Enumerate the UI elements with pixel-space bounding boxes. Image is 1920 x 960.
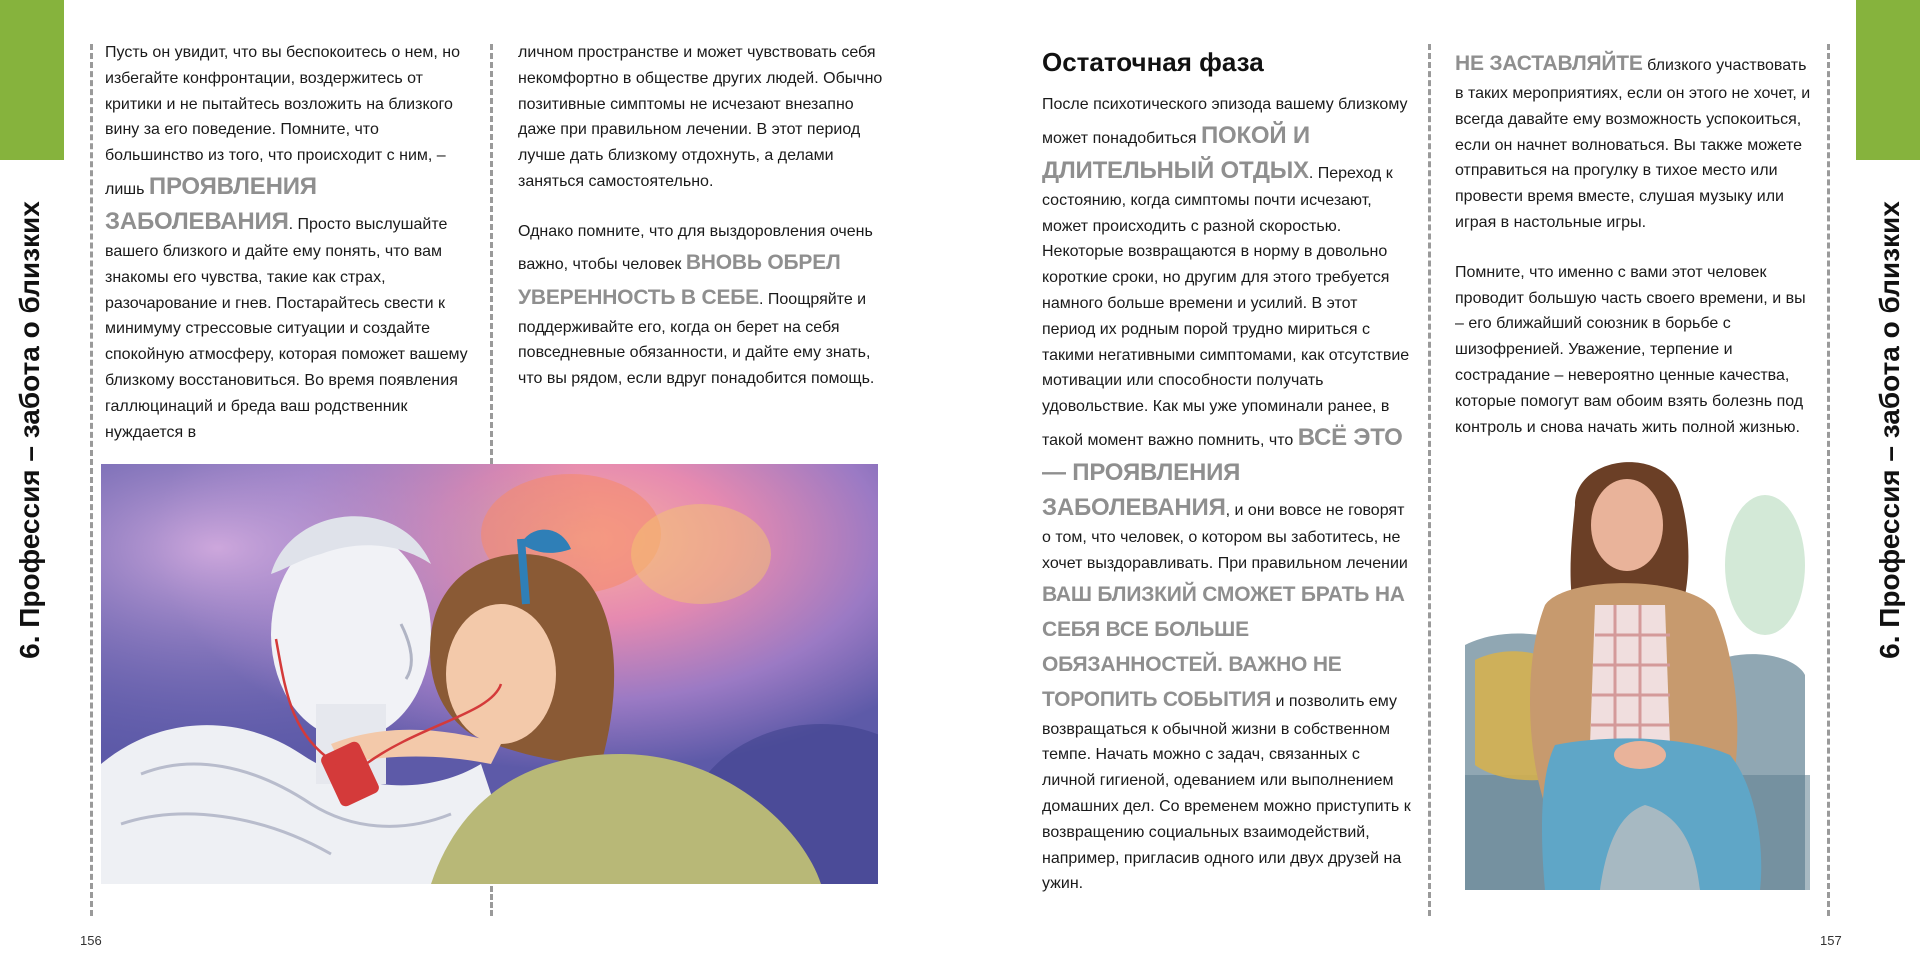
margin-dash-left [90, 44, 93, 916]
text-run: и позволить ему возвращаться к обычной жизни в собственном темпе. Начать можно с задач, связанных с личной гигиеной, одеванием или выполнением домашних дел. Со временем можно приступить к возвращению социальных взаимодействий, например, пригласив одного или двух друзей на ужин. [1042, 692, 1411, 893]
highlight-text: НЕ ЗАСТАВЛЯЙТЕ [1455, 52, 1643, 75]
highlight-text: ПОКОЙ И ДЛИТЕЛЬНЫЙ ОТДЫХ [1042, 121, 1310, 184]
page-number-right: 157 [1820, 933, 1842, 948]
page-number-left: 156 [80, 933, 102, 948]
column-dash-right [1428, 44, 1431, 916]
chapter-tab-left [0, 0, 64, 160]
text-run: . Поощряйте и поддерживайте его, когда он берет на себя повседневные обязанности, и дайте ему знать, что вы рядом, если вдруг понадобится помощь. [518, 290, 875, 388]
margin-dash-right [1827, 44, 1830, 916]
text-run: После психотического эпизода вашему близкому может понадобиться [1042, 96, 1408, 147]
chapter-tab-right [1856, 0, 1920, 160]
right-col2-paragraph-2: Помните, что именно с вами этот человек проводит большую часть своего времени, и вы – его ближайший союзник в борьбе с шизофренией. Уважение, терпение и сострадание – невероятно ценные качества, которые помогут вам обоим взять болезнь под контроль и снова начать жить полной жизнью. [1455, 263, 1806, 436]
column-dash-left [490, 44, 493, 464]
left-column-1 [105, 40, 470, 445]
text-run: Однако помните, что для выздоровления очень важно, чтобы человек [518, 222, 873, 273]
left-col1-paragraph [105, 40, 470, 445]
right-col1-paragraph [1042, 92, 1412, 897]
right-column-2 [1455, 46, 1815, 440]
right-col2-paragraph-1 [1455, 46, 1815, 236]
highlight-text: ВСЁ ЭТО — ПРОЯВЛЕНИЯ ЗАБОЛЕВАНИЯ [1042, 423, 1403, 521]
text-run: Пусть он увидит, что вы беспокоитесь о нем, но избегайте конфронтации, воздержитесь от критики и не пытайтесь возложить на близкого вину за его поведение. Помните, что большинство из того, что происходит с ним, – лишь [105, 44, 461, 198]
highlight-text: ВАШ БЛИЗКИЙ СМОЖЕТ БРАТЬ НА СЕБЯ ВСЕ БОЛЬШЕ ОБЯЗАННОСТЕЙ. ВАЖНО НЕ ТОРОПИТЬ СОБЫТИЯ [1042, 582, 1405, 711]
text-run: . Переход к состоянию, когда симптомы почти исчезают, может происходить с разной скоростью. Некоторые возвращаются в норму в довольно короткие сроки, но другим для этого требуется намного больше времени и усилий. В этот период их родным порой трудно мириться с такими негативными симптомами, как отсутствие мотивации или способности получать удовольствие. Как мы уже упоминали ранее, в такой момент важно помнить, что [1042, 164, 1410, 449]
right-column-1 [1042, 46, 1412, 897]
highlight-text: ПРОЯВЛЕНИЯ ЗАБОЛЕВАНИЯ [105, 172, 317, 235]
chapter-title-vertical-right: 6. Профессия – забота о близких [1874, 201, 1905, 659]
left-column-2 [518, 40, 888, 392]
highlight-text: ВНОВЬ ОБРЕЛ УВЕРЕННОСТЬ В СЕБЕ [518, 250, 841, 309]
column-dash-left-bottom [490, 886, 493, 916]
left-col2-paragraph-1: личном пространстве и может чувствовать себя некомфортно в обществе других людей. Обычно позитивные симптомы не исчезают внезапно даже при правильном лечении. В этот период лучше дать близкому отдохнуть, а делами заняться самостоятельно. [518, 44, 883, 190]
left-col2-paragraph-2 [518, 219, 888, 392]
text-run: близкого участвовать в таких мероприятиях, если он этого не хочет, и всегда давайте ему возможность успокоиться, если он начнет волноваться. Вы также можете отправиться на прогулку в тихое место или провести время вместе, слушая музыку или играя в настольные игры. [1455, 57, 1811, 231]
right-page [960, 0, 1920, 960]
text-run: , и они вовсе не говорят о том, что человек, о котором вы заботитесь, не хочет выздоравливать. При правильном лечении [1042, 501, 1408, 572]
text-run: . Просто выслушайте вашего близкого и дайте ему понять, что вам знакомы его чувства, такие как страх, разочарование и гнев. Постарайтесь свести к минимуму стрессовые ситуации и создайте спокойную атмосферу, которая поможет вашему близкому восстановиться. Во время появления галлюцинаций и бреда ваш родственник нуждается в [105, 215, 468, 441]
chapter-title-vertical-left: 6. Профессия – забота о близких [14, 201, 45, 659]
illustration-statue-and-woman [101, 464, 878, 884]
illustration-seated-woman [1465, 445, 1810, 890]
section-heading: Остаточная фаза [1042, 47, 1264, 77]
